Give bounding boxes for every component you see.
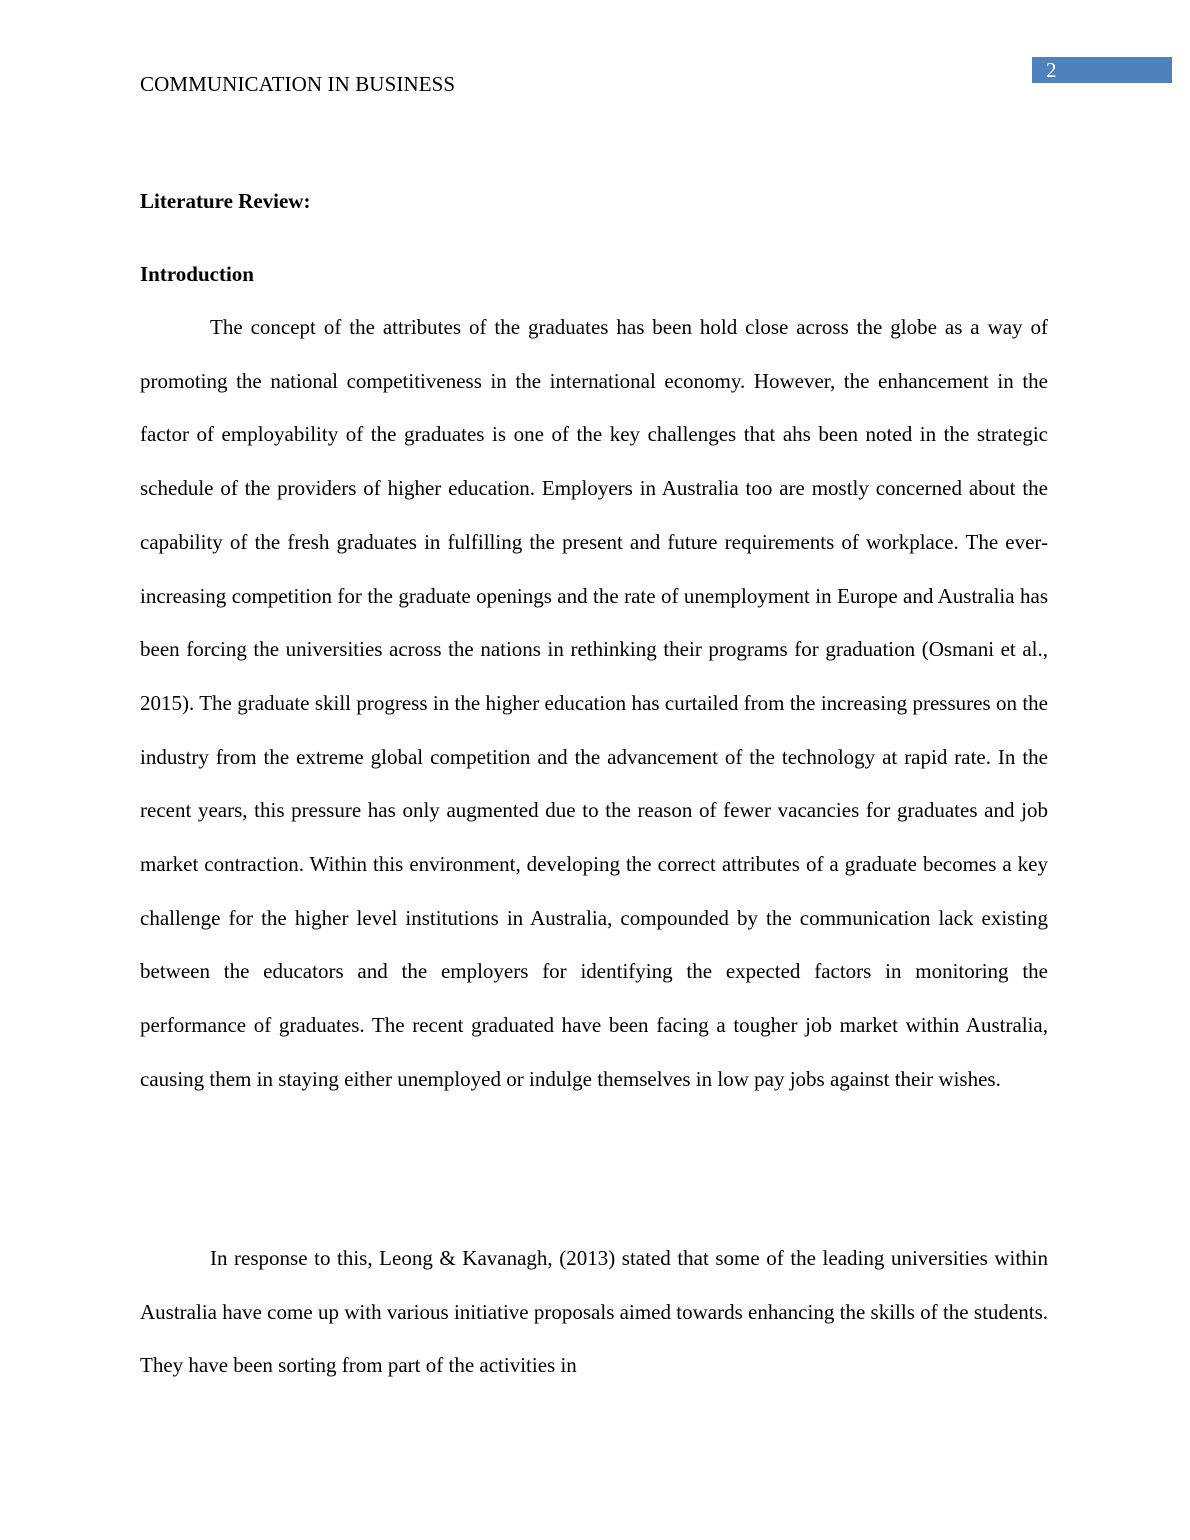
page-number-box: [1032, 57, 1172, 83]
running-head: COMMUNICATION IN BUSINESS: [140, 72, 456, 96]
introduction-heading: Introduction: [140, 262, 254, 286]
paragraph-text: In response to this, Leong & Kavanagh, (2013) stated that some of the leading universities within Australia have come up with various initiative proposals aimed towards enhancing the skills of the students. They have been sorting from part of the activities in: [140, 1246, 1048, 1378]
paragraph-text: The concept of the attributes of the graduates has been hold close across the globe as a way of promoting the national competitiveness in the international economy. However, the enhancement in the factor of employability of the graduates is one of the key challenges that ahs been noted in the strategic schedule of the providers of higher education. Employers in Australia too are mostly concerned about the capability of the fresh graduates in fulfilling the present and future requirements of workplace. The ever-increasing competition for the graduate openings and the rate of unemployment in Europe and Australia has been forcing the universities across the nations in rethinking their programs for graduation (Osmani et al., 2015). The graduate skill progress in the higher education has curtailed from the increasing pressures on the industry from the extreme global competition and the advancement of the technology at rapid rate. In the recent years, this pressure has only augmented due to the reason of fewer vacancies for graduates and job market contraction. Within this environment, developing the correct attributes of a graduate becomes a key challenge for the higher level institutions in Australia, compounded by the communication lack existing between the educators and the employers for identifying the expected factors in monitoring the performance of graduates. The recent graduated have been facing a tougher job market within Australia, causing them in staying either unemployed or indulge themselves in low pay jobs against their wishes.: [140, 315, 1048, 1091]
body-paragraph-2: [140, 1232, 1048, 1393]
literature-review-heading: Literature Review:: [140, 189, 311, 213]
body-paragraph-1: [140, 301, 1048, 1107]
page-number: 2: [1046, 58, 1057, 82]
